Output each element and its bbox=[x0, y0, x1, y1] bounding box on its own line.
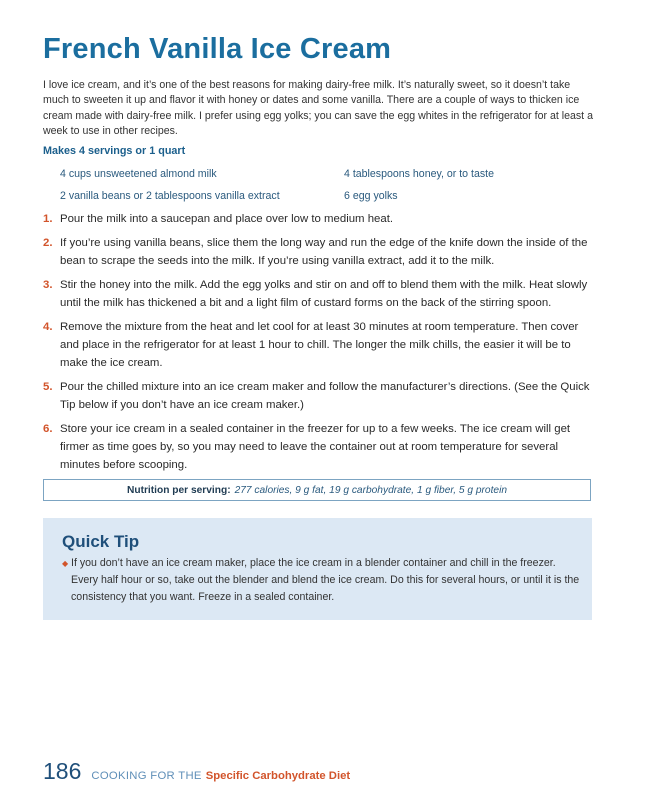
step-item bbox=[43, 318, 595, 372]
ingredient-item: 4 tablespoons honey, or to taste bbox=[344, 168, 494, 180]
diamond-bullet-icon: ◆ bbox=[62, 559, 69, 568]
running-head-emphasis: Specific Carbohydrate Diet bbox=[205, 770, 351, 782]
step-text: Store your ice cream in a sealed container in the freezer for up to a few weeks. The ice cream will get firmer as time goes by, so you may need to leave the container out at room temperature for several minutes before scooping. bbox=[60, 423, 571, 471]
nutrition-value: 277 calories, 9 g fat, 19 g carbohydrate, 1 g fiber, 5 g protein bbox=[234, 484, 507, 496]
ingredient-item: 6 egg yolks bbox=[344, 190, 398, 202]
step-text: Stir the honey into the milk. Add the egg yolks and stir on and off to blend them with the milk. Heat slowly until the milk has thickened a bit and a light film of custard forms on the back of the stirring spoon. bbox=[60, 279, 588, 309]
step-item bbox=[43, 234, 595, 270]
instruction-steps bbox=[43, 210, 595, 474]
step-number: 5. bbox=[43, 381, 53, 393]
running-head: COOKING FOR THE bbox=[91, 770, 202, 782]
nutrition-label: Nutrition per serving: bbox=[127, 484, 231, 496]
step-item bbox=[43, 420, 595, 474]
quick-tip-item bbox=[62, 555, 582, 606]
step-item bbox=[43, 276, 595, 312]
step-number: 3. bbox=[43, 279, 53, 291]
step-item bbox=[43, 210, 595, 228]
ingredient-item: 4 cups unsweetened almond milk bbox=[60, 168, 217, 180]
step-text: Pour the milk into a saucepan and place over low to medium heat. bbox=[60, 213, 394, 225]
page-number: 186 bbox=[43, 758, 82, 784]
page-footer bbox=[43, 758, 350, 785]
step-text: Pour the chilled mixture into an ice cream maker and follow the manufacturer’s directions. (See the Quick Tip below if you don’t have an ice cream maker.) bbox=[60, 381, 590, 411]
step-text: Remove the mixture from the heat and let cool for at least 30 minutes at room temperature. Then cover and place in the refrigerator for at least 1 hour to chill. The longer the milk chills, the easier it will be to make the ice cream. bbox=[60, 321, 579, 369]
nutrition-box bbox=[43, 479, 591, 501]
quick-tip-box bbox=[43, 518, 592, 620]
step-number: 6. bbox=[43, 423, 53, 435]
step-text: If you’re using vanilla beans, slice them the long way and run the edge of the knife down the inside of the bean to scrape the seeds into the milk. If you’re using vanilla extract, add it to the milk. bbox=[60, 237, 588, 267]
quick-tip-title: Quick Tip bbox=[62, 532, 140, 551]
page-title: French Vanilla Ice Cream bbox=[43, 33, 392, 65]
recipe-yield: Makes 4 servings or 1 quart bbox=[43, 145, 186, 157]
step-number: 1. bbox=[43, 213, 53, 225]
step-item bbox=[43, 378, 595, 414]
ingredient-list bbox=[60, 167, 580, 204]
intro-paragraph: I love ice cream, and it’s one of the best reasons for making dairy-free milk. It’s naturally sweet, so it doesn’t take much to sweeten it up and flavor it with honey or dates and some vanilla. There are a couple of ways to thicken ice cream made with dairy-free milk. I prefer using egg yolks; you can save the egg whites in the refrigerator for at least a week to use in other recipes. bbox=[43, 79, 593, 138]
step-number: 4. bbox=[43, 321, 53, 333]
step-number: 2. bbox=[43, 237, 53, 249]
ingredient-item: 2 vanilla beans or 2 tablespoons vanilla extract bbox=[60, 190, 280, 202]
quick-tip-text: If you don’t have an ice cream maker, place the ice cream in a blender container and chill in the freezer. Every half hour or so, take out the blender and blend the ice cream. Do this for several hours, or until it is the consistency that you want. Freeze in a sealed container. bbox=[71, 557, 580, 603]
